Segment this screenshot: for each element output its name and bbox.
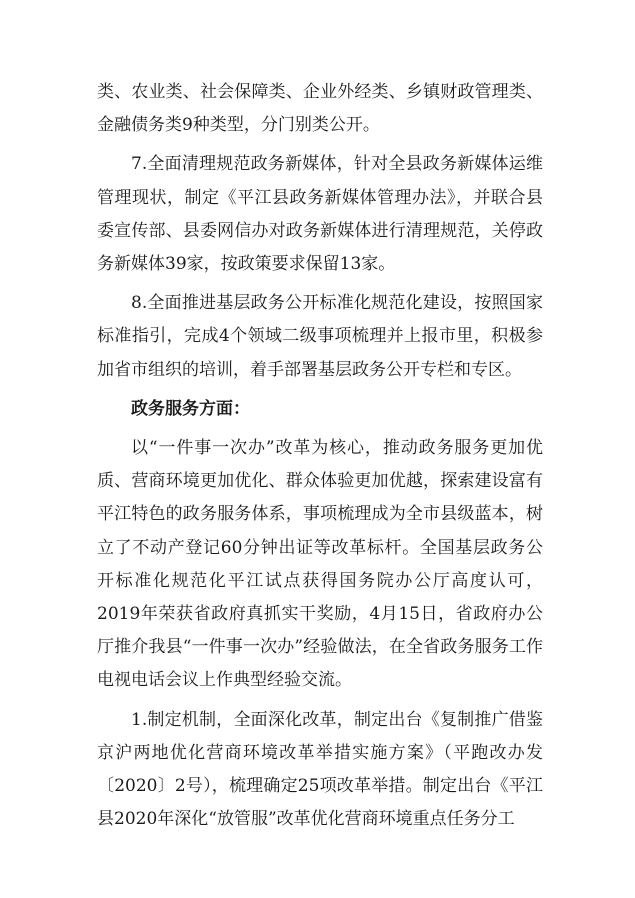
paragraph-intro: 以“一件事一次办”改革为核心，推动政务服务更加优质、营商环境更加优化、群众体验更加优越，探索建设富有平江特色的政务服务体系，事项梳理成为全市县级蓝本，树立了不动产登记60分钟出证等改革标杆。全国基层政务公开标准化规范化平江试点获得国务院办公厅高度认可，2019年荣获省政府真抓实干奖励，4月15日，省政府办公厅推介我县“一件事一次办”经验做法，在全省政务服务工作电视电话会议上作典型经验交流。 — [97, 438, 543, 691]
paragraph-item-7: 7.全面清理规范政务新媒体，针对全县政务新媒体运维管理现状，制定《平江县政务新媒体管理办法》，并联合县委宣传部、县委网信办对政务新媒体进行清理规范，关停政务新媒体39家，按政策要求保留13家。 — [97, 154, 543, 275]
paragraph-item-1: 1.制定机制，全面深化改革，制定出台《复制推广借鉴京沪两地优化营商环境改革举措实施方案》（平跑改办发〔2020〕2号），梳理确定25项改革举措。制定出台《平江县2020年深化“放管服”改革优化营商环境重点任务分工 — [97, 709, 543, 830]
section-heading: 政务服务方面： — [131, 398, 250, 419]
paragraph-continuation: 类、农业类、社会保障类、企业外经类、乡镇财政管理类、金融债务类9种类型，分门别类公开。 — [97, 82, 543, 136]
paragraph-item-8: 8.全面推进基层政务公开标准化规范化建设，按照国家标准指引，完成4个领域二级事项梳理并上报市里，积极参加省市组织的培训，着手部署基层政务公开专栏和专区。 — [97, 293, 543, 380]
